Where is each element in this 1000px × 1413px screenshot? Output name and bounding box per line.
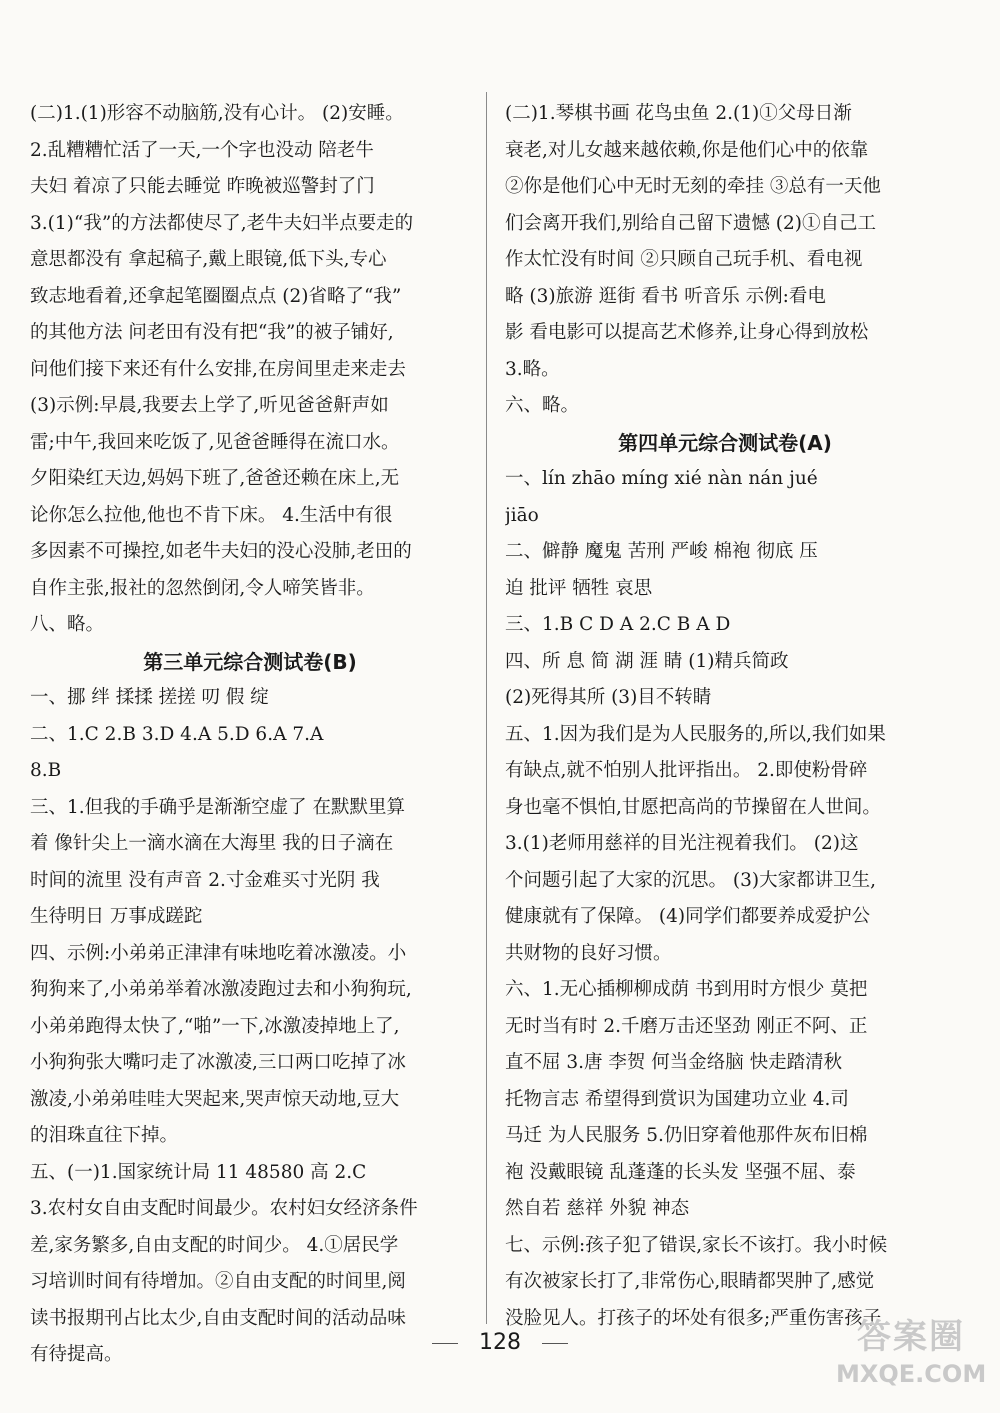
text-line: 略 (3)旅游 逛街 看书 听音乐 示例:看电 [505,285,826,307]
text-line: 的泪珠直往下掉。 [30,1125,179,1146]
text-line: 健康就有了保障。 (4)同学们都要养成爱护公 [505,906,871,927]
text-line: 小狗狗张大嘴叼走了冰激凌,三口两口吃掉了冰 [30,1052,406,1073]
text-line: 五、(一)1.国家统计局 11 48580 高 2.C [30,1161,367,1183]
text-line: 然自若 慈祥 外貌 神态 [505,1198,690,1219]
section-heading: 第四单元综合测试卷(A) [618,430,832,455]
footer-dash-left [432,1343,458,1344]
text-line: 无时当有时 2.千磨万击还坚劲 刚正不阿、正 [505,1015,868,1037]
text-line: 八、略。 [30,614,105,635]
text-line: 五、1.因为我们是为人民服务的,所以,我们如果 [505,723,886,745]
text-line: 没脸见人。打孩子的坏处有很多;严重伤害孩子 [505,1307,882,1329]
text-line: 衰老,对儿女越来越依赖,你是他们心中的依靠 [505,139,869,161]
text-line: 生待明日 万事成蹉跎 [30,906,203,927]
text-line: 多因素不可操控,如老牛夫妇的没心没肺,老田的 [30,541,412,562]
text-line: 直不屈 3.唐 李贺 何当金络脑 快走踏清秋 [505,1052,843,1073]
section-heading: 第三单元综合测试卷(B) [143,649,357,674]
text-line: 三、1.B C D A 2.C B A D [505,614,731,635]
text-line: 共财物的良好习惯。 [505,942,672,964]
text-line: 马迁 为人民服务 5.仍旧穿着他那件灰布旧棉 [505,1125,868,1146]
text-line: 习培训时间有待增加。②自由支配的时间里,阅 [30,1271,406,1292]
column-divider [486,92,487,1324]
text-line: 托物言志 希望得到赏识为国建功立业 4.司 [505,1088,849,1110]
text-line: 袍 没戴眼镜 乱蓬蓬的长头发 坚强不屈、泰 [505,1161,856,1183]
text-line: (二)1.琴棋书画 花鸟虫鱼 2.(1)①父母日渐 [505,103,852,124]
text-line: 四、示例:小弟弟正津津有味地吃着冰激凌。小 [30,942,407,964]
text-line: 时间的流里 没有声音 2.寸金难买寸光阴 我 [30,869,380,891]
text-line: 意思都没有 拿起稿子,戴上眼镜,低下头,专心 [30,249,387,270]
text-line: 3.(1)“我”的方法都使尽了,老牛夫妇半点要走的 [30,212,414,234]
text-line: 8.B [30,760,62,781]
text-line: 狗狗来了,小弟弟举着冰激凌跑过去和小狗狗玩, [30,979,412,1000]
text-line: 三、1.但我的手确乎是渐渐空虚了 在默默里算 [30,796,406,818]
text-line: 着 像针尖上一滴水滴在大海里 我的日子滴在 [30,833,394,854]
text-line: (二)1.(1)形容不动脑筋,没有心计。 (2)安睡。 [30,103,404,124]
text-line: 问他们接下来还有什么安排,在房间里走来走去 [30,358,406,380]
text-line: 夕阳染红天边,妈妈下班了,爸爸还赖在床上,无 [30,468,400,489]
watermark-bottom-text: MXQE.COM [836,1360,987,1388]
text-line: 七、示例:孩子犯了错误,家长不该打。我小时候 [505,1234,888,1256]
text-line: 夫妇 着凉了只能去睡觉 昨晚被巡警封了门 [30,176,375,197]
text-line: 差,家务繁多,自由支配的时间少。 4.①居民学 [30,1234,399,1256]
text-line: 六、略。 [505,395,580,416]
page-number: 128 [479,1330,521,1355]
text-line: 个问题引起了大家的沉思。 (3)大家都讲卫生, [505,869,876,891]
text-line: 作太忙没有时间 ②只顾自己玩手机、看电视 [505,249,863,270]
text-line: 读书报期刊占比太少,自由支配时间的活动品味 [30,1307,406,1329]
text-line: 有缺点,就不怕别人批评指出。 2.即使粉骨碎 [505,760,868,781]
right-column [505,96,945,1337]
text-line: 们会离开我们,别给自己留下遗憾 (2)①自己工 [505,212,876,234]
text-line: 影 看电影可以提高艺术修养,让身心得到放松 [505,322,869,343]
text-line: jiāo [505,504,539,526]
watermark-logo [836,1315,986,1399]
text-line: 论你怎么拉他,他也不肯下床。 4.生活中有很 [30,504,393,526]
text-line: 2.乱糟糟忙活了一天,一个字也没动 陪老牛 [30,139,374,161]
text-line: 雷;中午,我回来吃饭了,见爸爸睡得在流口水。 [30,431,400,453]
text-line: 身也毫不惧怕,甘愿把高尚的节操留在人世间。 [505,796,881,818]
text-line: 有待提高。 [30,1344,123,1365]
text-line: 小弟弟跑得太快了,“啪”一下,冰激凌掉地上了, [30,1015,400,1037]
text-line: 四、所 息 简 湖 涯 睛 (1)精兵简政 [505,650,789,672]
text-line: 3.(1)老师用慈祥的目光注视着我们。 (2)这 [505,833,859,854]
text-line: 3.略。 [505,358,560,380]
text-line: 激凌,小弟弟哇哇大哭起来,哭声惊天动地,豆大 [30,1088,400,1110]
text-line: ②你是他们心中无时无刻的牵挂 ③总有一天他 [505,176,881,197]
text-line: 致志地看着,还拿起笔圈圈点点 (2)省略了“我” [30,285,402,307]
text-line: 六、1.无心插柳柳成荫 书到用时方恨少 莫把 [505,979,868,1000]
footer-dash-right [542,1343,568,1344]
text-line: (3)示例:早晨,我要去上学了,听见爸爸鼾声如 [30,395,389,416]
text-line: 有次被家长打了,非常伤心,眼睛都哭肿了,感觉 [505,1271,875,1292]
text-line: 3.农村女自由支配时间最少。农村妇女经济条件 [30,1198,418,1219]
text-line: 二、1.C 2.B 3.D 4.A 5.D 6.A 7.A [30,723,324,745]
text-line: (2)死得其所 (3)目不转睛 [505,687,712,708]
text-line: 一、lín zhāo míng xié nàn nán jué [505,468,818,489]
text-line: 二、僻静 魔鬼 苦刑 严峻 棉袍 彻底 压 [505,541,818,562]
text-line: 自作主张,报社的忽然倒闭,令人啼笑皆非。 [30,577,375,599]
text-line: 迫 批评 牺牲 哀思 [505,577,653,599]
watermark-top-text: 答案圈 [857,1317,965,1357]
text-line: 一、挪 绊 揉揉 搓搓 叨 假 绽 [30,687,269,708]
text-line: 的其他方法 问老田有没有把“我”的被子铺好, [30,322,394,343]
left-column [30,96,470,1374]
